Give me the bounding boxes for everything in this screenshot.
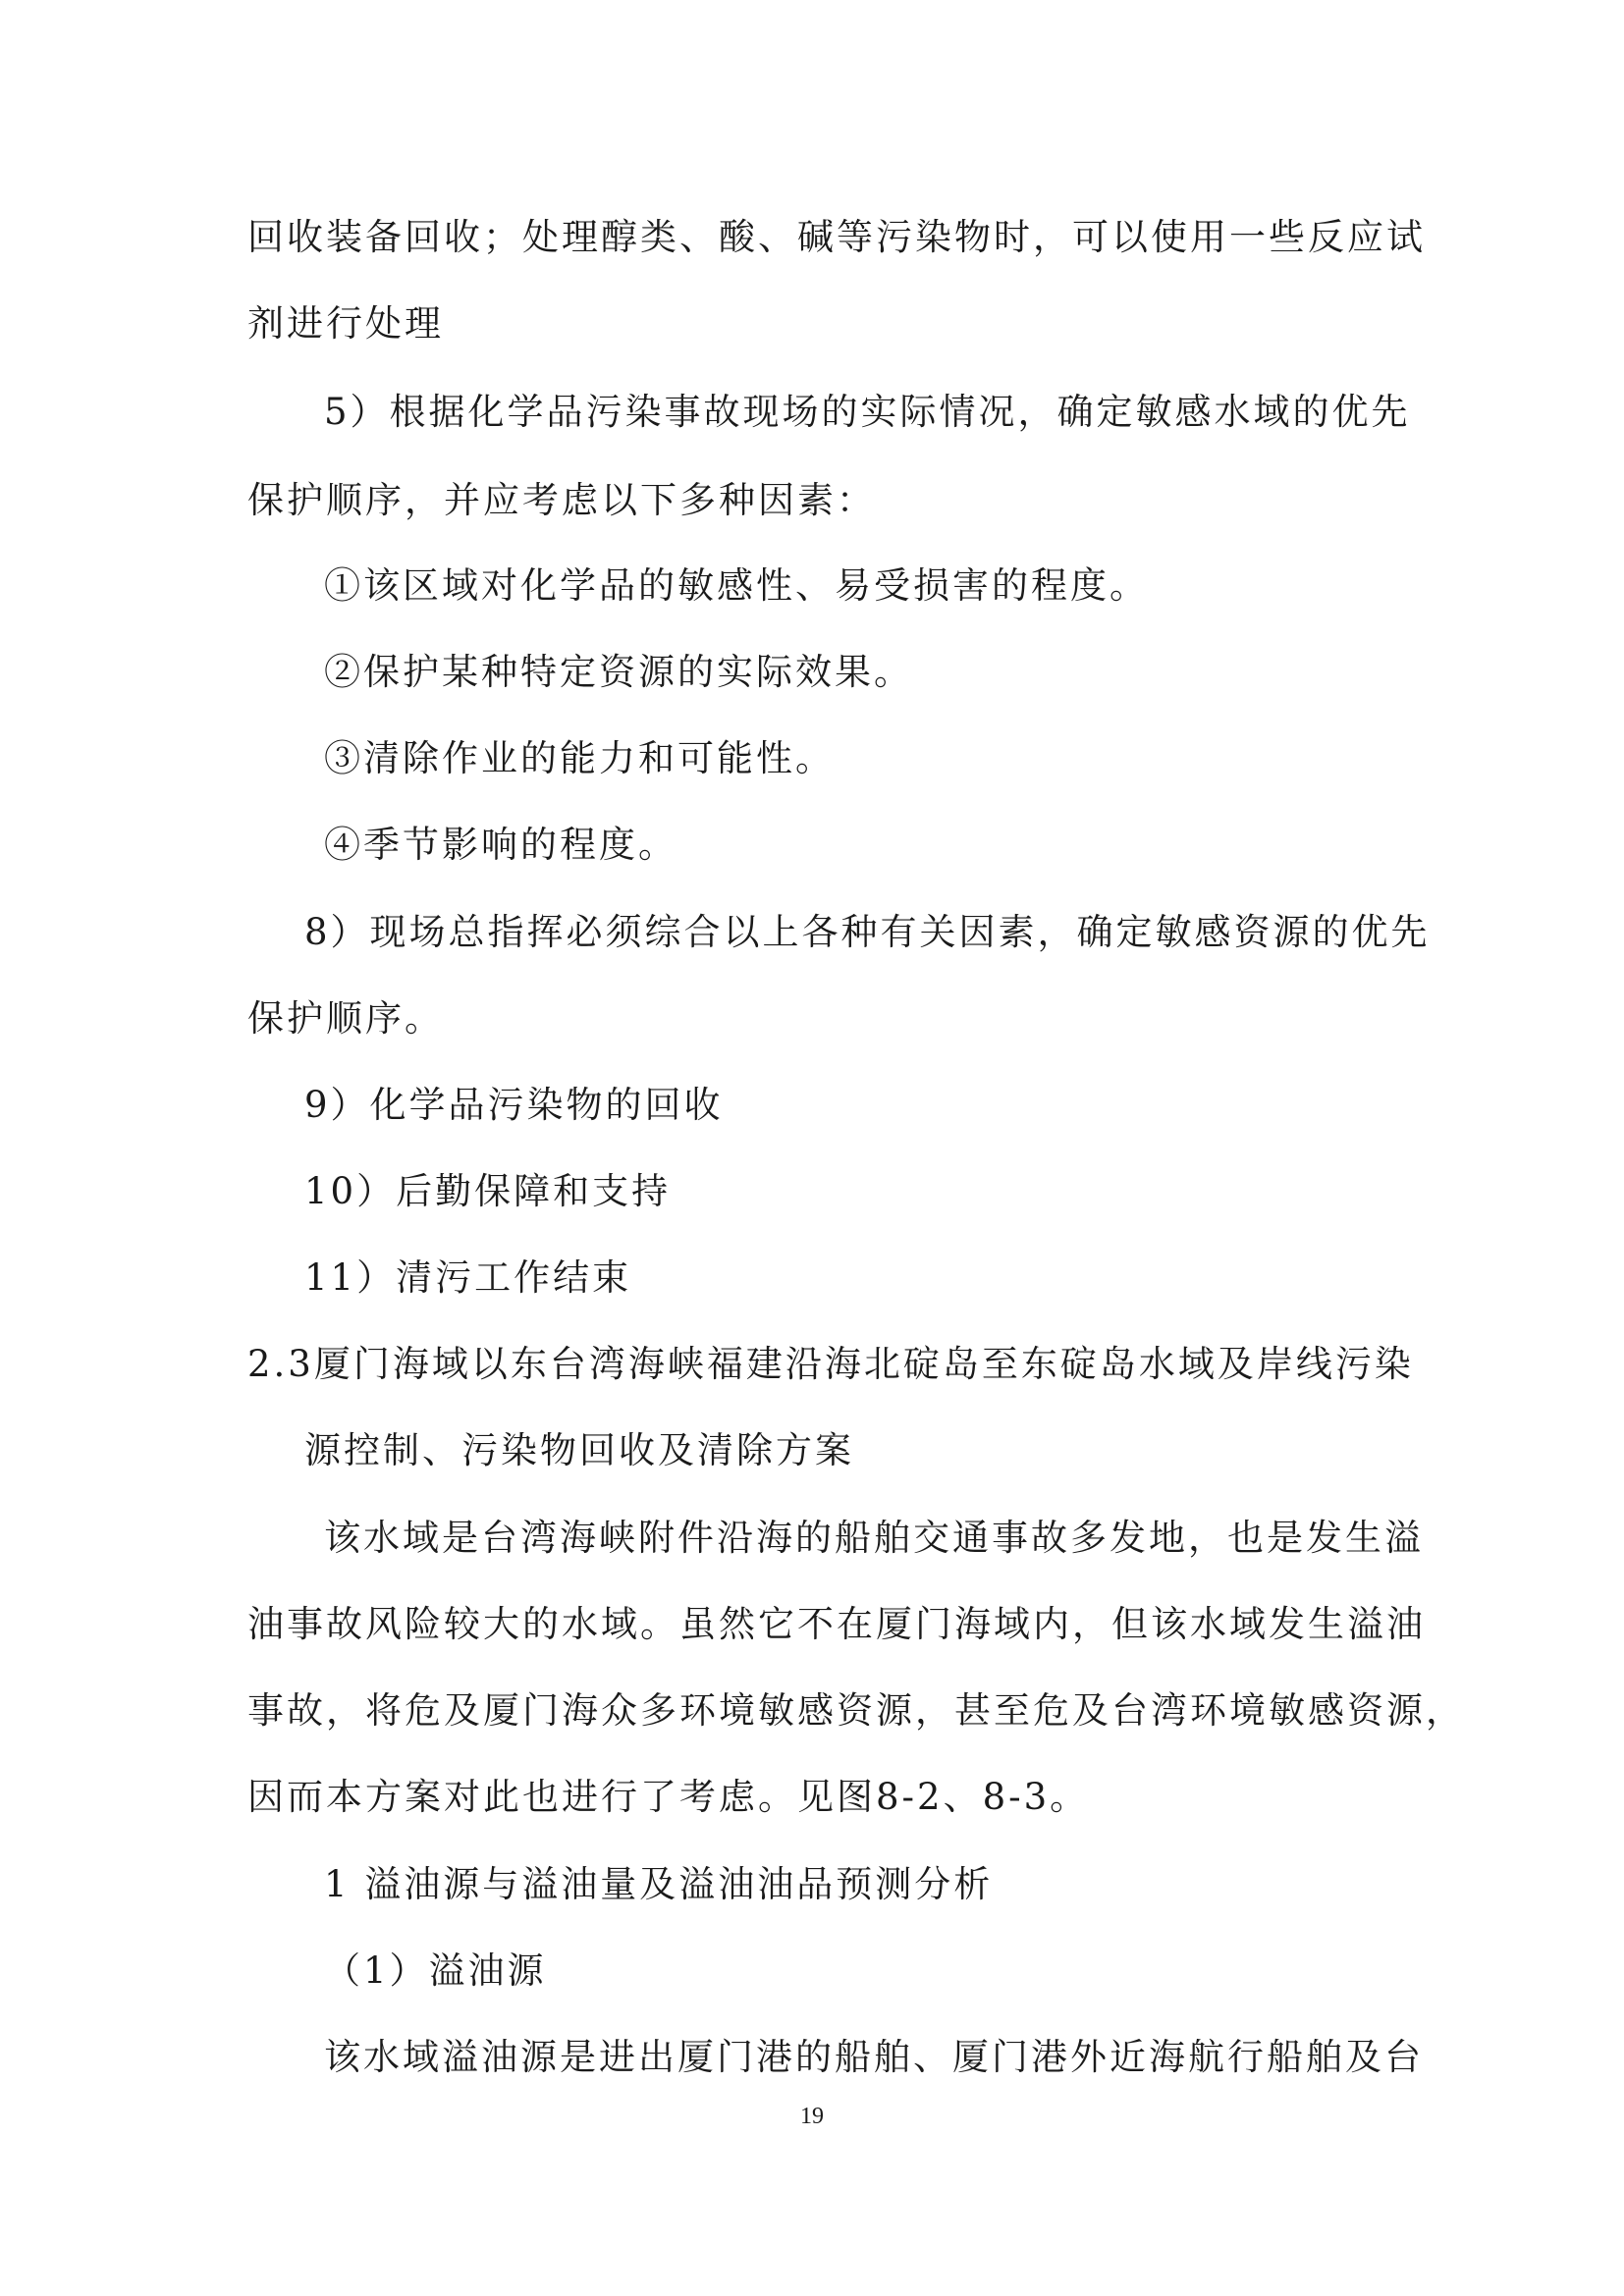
- subsection-heading: 1 溢油源与溢油量及溢油油品预测分析: [324, 1863, 994, 1905]
- list-item: 9）化学品污染物的回收: [304, 1084, 724, 1126]
- list-item: ③清除作业的能力和可能性。: [324, 737, 835, 779]
- paragraph-line: 该水域溢油源是进出厦门港的船舶、厦门港外近海航行船舶及台: [324, 2036, 1424, 2078]
- paragraph-line: 保护顺序，并应考虑以下多种因素：: [247, 479, 876, 521]
- list-item: 10）后勤保障和支持: [304, 1170, 672, 1212]
- page-number: 19: [800, 2104, 824, 2129]
- section-heading: 2.3厦门海域以东台湾海峡福建沿海北碇岛至东碇岛水域及岸线污染: [247, 1343, 1414, 1385]
- subsection-heading: （1）溢油源: [324, 1949, 547, 1992]
- paragraph-line: 事故，将危及厦门海众多环境敏感资源，甚至危及台湾环境敏感资源，: [247, 1689, 1465, 1732]
- paragraph-line: 因而本方案对此也进行了考虑。见图8-2、8-3。: [247, 1776, 1090, 1818]
- list-item: ④季节影响的程度。: [324, 824, 677, 866]
- paragraph-line: 剂进行处理: [247, 302, 444, 345]
- paragraph-line: 保护顺序。: [247, 997, 444, 1040]
- list-item: ①该区域对化学品的敏感性、易受损害的程度。: [324, 564, 1149, 607]
- paragraph-line: 该水域是台湾海峡附件沿海的船舶交通事故多发地，也是发生溢: [324, 1517, 1424, 1559]
- paragraph-line: 油事故风险较大的水域。虽然它不在厦门海域内，但该水域发生溢油: [247, 1603, 1426, 1645]
- list-item: ②保护某种特定资源的实际效果。: [324, 651, 913, 693]
- list-item: 11）清污工作结束: [304, 1256, 632, 1299]
- paragraph-line: 5）根据化学品污染事故现场的实际情况，确定敏感水域的优先: [324, 391, 1411, 433]
- paragraph-line: 回收装备回收；处理醇类、酸、碱等污染物时，可以使用一些反应试: [247, 216, 1426, 258]
- paragraph-line: 8）现场总指挥必须综合以上各种有关因素，确定敏感资源的优先: [304, 911, 1431, 953]
- section-heading: 源控制、污染物回收及清除方案: [304, 1429, 854, 1471]
